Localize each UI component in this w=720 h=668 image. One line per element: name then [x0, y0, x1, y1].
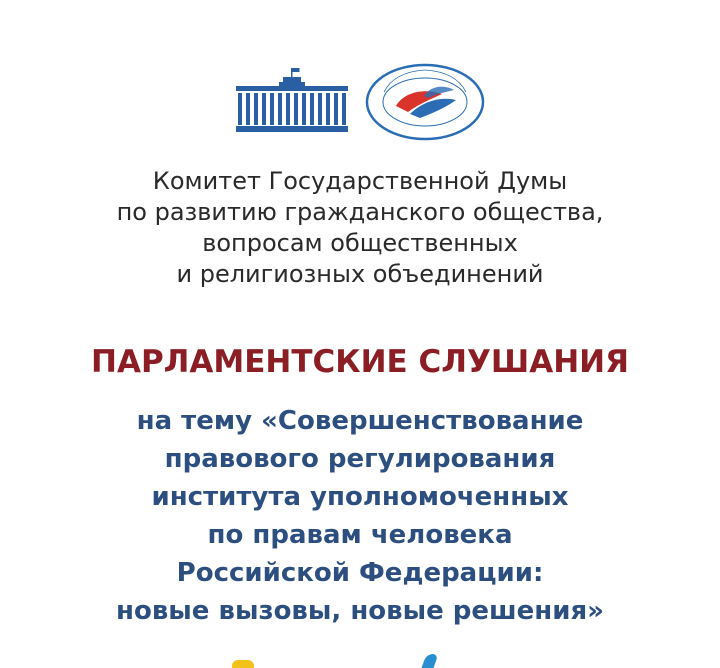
topic-line: по правам человека	[207, 520, 513, 550]
committee-line: Комитет Государственной Думы	[152, 167, 568, 195]
topic-line: на тему «Совершенствование	[136, 406, 584, 436]
committee-name	[0, 166, 720, 290]
committee-line: по развитию гражданского общества,	[116, 198, 604, 226]
topic-line: правового регулирования	[164, 444, 556, 474]
ombudsman-emblem-icon	[364, 62, 486, 142]
hearing-topic	[0, 402, 720, 630]
decorative-marks	[0, 650, 720, 666]
topic-line: института уполномоченных	[151, 482, 569, 512]
logos-row	[0, 62, 720, 142]
committee-line: вопросам общественных	[202, 229, 518, 257]
topic-line: Российской Федерации:	[176, 558, 544, 588]
state-duma-building-icon	[236, 68, 348, 134]
topic-line: новые вызовы, новые решения»	[116, 596, 604, 626]
yellow-shape-icon	[232, 660, 254, 668]
committee-line: и религиозных объединений	[176, 260, 544, 288]
page-title: ПАРЛАМЕНТСКИЕ СЛУШАНИЯ	[91, 344, 629, 380]
